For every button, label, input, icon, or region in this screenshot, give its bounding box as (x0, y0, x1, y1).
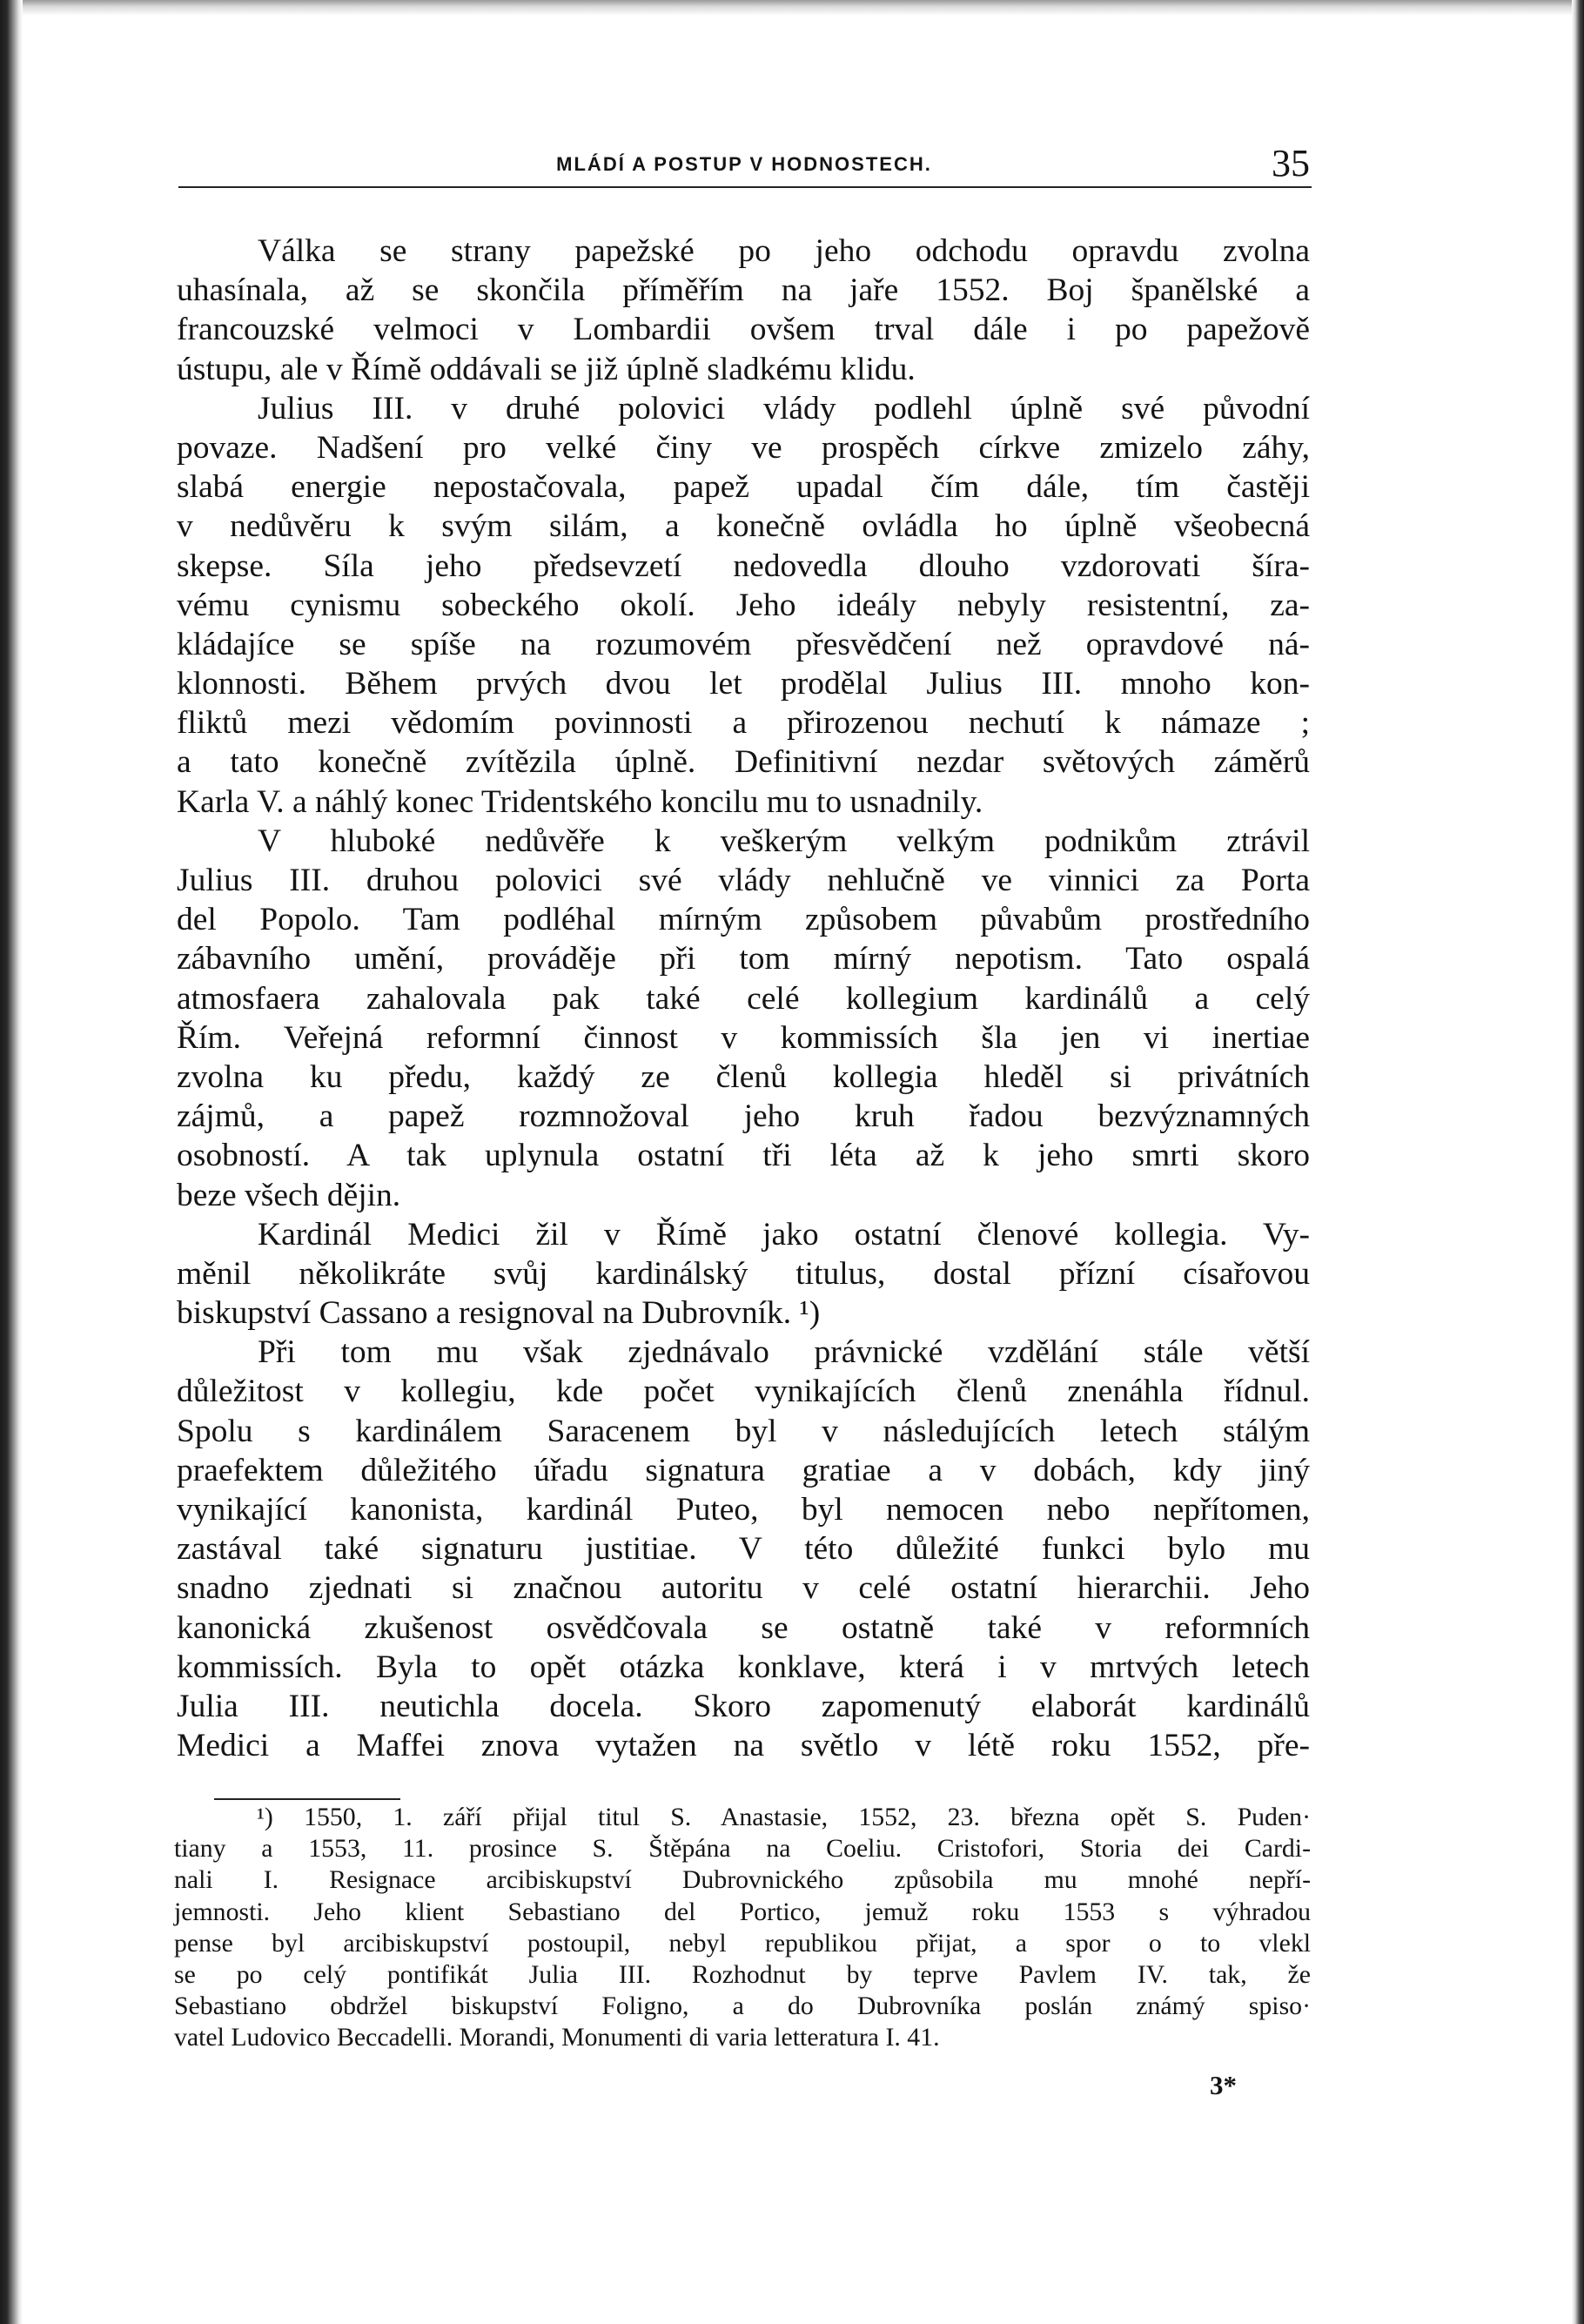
body-line: v nedůvěru k svým silám, a konečně ovládla ho úplně všeobecná (177, 508, 1310, 545)
footnote-line: tiany a 1553, 11. prosince S. Štěpána na Coeliu. Cristofori, Storia dei Cardi- (174, 1834, 1311, 1864)
body-line: slabá energie nepostačovala, papež upadal čím dále, tím častěji (177, 469, 1310, 506)
scan-top-edge (0, 0, 1584, 16)
body-line: a tato konečně zvítězila úplně. Definitivní nezdar světových záměrů (177, 744, 1310, 781)
body-line: Julia III. neutichla docela. Skoro zapomenutý elaborát kardinálů (177, 1688, 1310, 1724)
scan-right-edge (1572, 0, 1584, 2324)
body-line: skepse. Síla jeho předsevzetí nedovedla dlouho vzdorovati šíra- (177, 547, 1310, 584)
body-line: zvolna ku předu, každý ze členů kollegia hleděl si privátních (177, 1058, 1310, 1095)
body-line: ústupu, ale v Římě oddávali se již úplně sladkému klidu. (177, 351, 916, 387)
running-head: MLÁDÍ A POSTUP V HODNOSTECH. (556, 153, 932, 175)
footnote-line: nali I. Resignace arcibiskupství Dubrovnického způsobila mu mnohé nepří- (174, 1865, 1311, 1895)
body-line: fliktů mezi vědomím povinnosti a přirozenou nechutí k námaze ; (177, 705, 1310, 742)
body-line: zájmů, a papež rozmnožoval jeho kruh řadou bezvýznamných (177, 1098, 1310, 1135)
body-line: měnil několikráte svůj kardinálský titulus, dostal přízní císařovou (177, 1255, 1310, 1292)
body-line: uhasínala, až se skončila příměřím na jaře 1552. Boj španělské a (177, 272, 1310, 309)
body-line: snadno zjednati si značnou autoritu v celé ostatní hierarchii. Jeho (177, 1570, 1310, 1607)
body-line: praefektem důležitého úřadu signatura gratiae a v dobách, kdy jiný (177, 1452, 1310, 1488)
body-text (177, 232, 1310, 1765)
body-line: atmosfaera zahalovala pak také celé kollegium kardinálů a celý (177, 980, 1310, 1017)
body-line: klonnosti. Během prvých dvou let prodělal Julius III. mnoho kon- (177, 666, 1310, 702)
body-line: Řím. Veřejná reformní činnost v kommissích šla jen vi inertiae (177, 1019, 1310, 1056)
body-line: Kardinál Medici žil v Římě jako ostatní členové kollegia. Vy- (258, 1216, 1310, 1253)
body-line: povaze. Nadšení pro velké činy ve prospěch církve zmizelo záhy, (177, 429, 1310, 466)
footnote-line: jemnosti. Jeho klient Sebastiano del Portico, jemuž roku 1553 s výhradou (174, 1897, 1311, 1926)
body-line: vynikající kanonista, kardinál Puteo, byl nemocen nebo nepřítomen, (177, 1492, 1310, 1528)
body-line: beze všech dějin. (177, 1177, 401, 1213)
body-line: Válka se strany papežské po jeho odchodu opravdu zvolna (258, 233, 1310, 269)
body-line: biskupství Cassano a resignoval na Dubrovník. ¹) (177, 1295, 821, 1332)
footnote-rule (214, 1798, 400, 1800)
body-line: kommissích. Byla to opět otázka konklave, která i v mrtvých letech (177, 1649, 1310, 1685)
body-line: Julius III. druhou polovici své vlády nehlučně ve vinnici za Porta (177, 863, 1310, 898)
page-header (178, 142, 1310, 190)
body-line: Medici a Maffei znova vytažen na světlo v létě roku 1552, pře- (177, 1728, 1310, 1764)
body-line: Při tom mu však zjednávalo právnické vzdělání stále větší (258, 1334, 1310, 1371)
body-line: Karla V. a náhlý konec Tridentského koncilu mu to usnadnily. (177, 783, 983, 820)
body-line: zastával také signaturu justitiae. V této důležité funkci bylo mu (177, 1531, 1310, 1568)
footnote-line: se po celý pontifikát Julia III. Rozhodnut by teprve Pavlem IV. tak, že (174, 1959, 1311, 1989)
signature-mark: 3* (1210, 2070, 1237, 2100)
body-line: V hluboké nedůvěře k veškerým velkým podnikům ztrávil (258, 823, 1310, 859)
body-line: kládajíce se spíše na rozumovém přesvědčení než opravdové ná- (177, 626, 1310, 662)
body-line: důležitost v kollegiu, kde počet vynikajících členů znenáhla řídnul. (177, 1374, 1310, 1410)
body-line: francouzské velmoci v Lombardii ovšem trval dále i po papežově (177, 312, 1310, 348)
body-line: kanonická zkušenost osvědčovala se ostatně také v reformních (177, 1609, 1310, 1646)
body-line: del Popolo. Tam podléhal mírným způsobem půvabům prostředního (177, 902, 1310, 938)
footnotes (174, 1802, 1311, 2054)
scan-left-edge (0, 0, 23, 2324)
footnote-line: vatel Ludovico Beccadelli. Morandi, Monumenti di varia letteratura I. 41. (174, 2023, 940, 2052)
body-line: Spolu s kardinálem Saracenem byl v následujících letech stálým (177, 1413, 1310, 1449)
header-rule (178, 186, 1312, 188)
footnote-line: pense byl arcibiskupství postoupil, nebyl republikou přijat, a spor o to vlekl (174, 1928, 1311, 1958)
footnote-line: ¹) 1550, 1. září přijal titul S. Anastasie, 1552, 23. března opět S. Puden· (257, 1803, 1311, 1831)
body-line: osobností. A tak uplynula ostatní tři léta až k jeho smrti skoro (177, 1138, 1310, 1174)
body-line: Julius III. v druhé polovici vlády podlehl úplně své původní (258, 390, 1310, 427)
footnote-line: Sebastiano obdržel biskupství Foligno, a do Dubrovníka poslán známý spiso· (174, 1992, 1311, 2021)
body-line: vému cynismu sobeckého okolí. Jeho ideály nebyly resistentní, za- (177, 587, 1310, 623)
page-number: 35 (1272, 142, 1310, 185)
body-line: zábavního umění, prováděje při tom mírný nepotism. Tato ospalá (177, 941, 1310, 977)
